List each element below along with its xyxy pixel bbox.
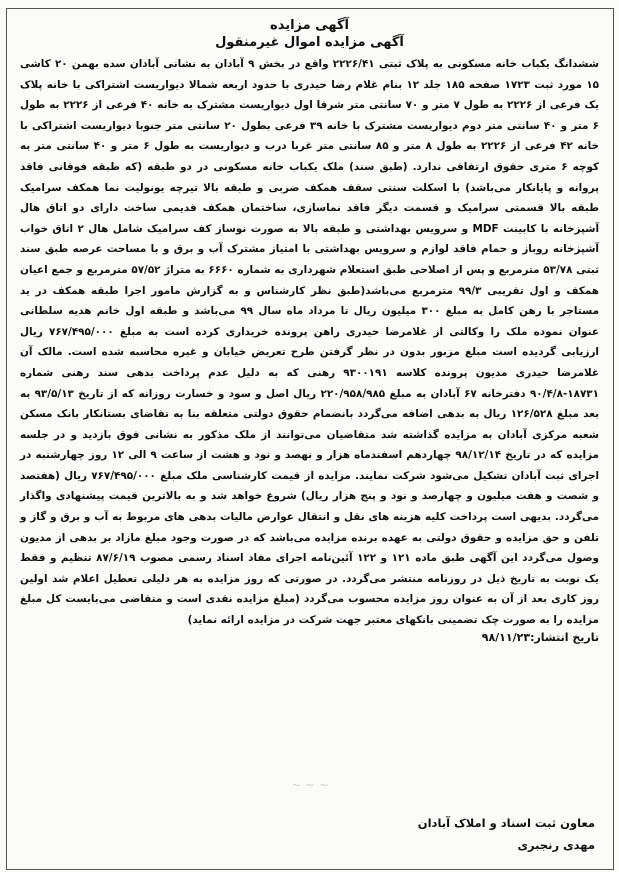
notice-subtitle: آگهی مزایده اموال غیرمنقول [215, 35, 404, 50]
signature-title: معاون ثبت اسناد و املاک آبادان [417, 816, 595, 830]
notice-title: آگهی مزایده [270, 18, 349, 33]
notice-border [6, 8, 614, 870]
notice-body: ششدانگ یکباب خانه مسکونی به پلاک ثبتی ۲۲۲۶/۴۱ واقع در بخش ۹ آبادان به نشانی آبادان سده بهمن ۲۰ کاشی ۱۵ مورد ثبت ۱۷۲۳ صفحه ۱۸۵ جلد ۱۲ بنام غلام رضا حیدری با حدود اربعه شمالا دیواریست اشتراکی با خانه پلاک یک فرعی از ۲۲۲۶ به طول ۷ متر و ۷۰ سانتی متر شرقا اول دیواریست مشترک به خانه ۴۰ فرعی از ۲۲۲۶ به طول ۶ متر و ۴۰ سانتی متر دوم دیواریست مشترک با خانه ۳۹ فرعی بطول ۲۰ سانتی متر جنوبا دیواریست اشتراکی با خانه ۴۲ فرعی از ۲۲۲۶ به طول ۸ متر و ۸۵ سانتی متر غربا درب و دیواریست به طول ۶ متر و ۴۰ سانتی متر به کوچه ۶ متری حقوق ارتفاقی ندارد. (طبق سند) ملک یکباب خانه مسکونی در دو طبقه (که طبقه فوقانی فاقد پروانه و پایانکار می‌باشد) با اسکلت سنتی سقف همکف ضربی و طبقه بالا تیرچه یونولیت نما همکف سرامیک طبقه بالا قسمتی سرامیک و قسمت دیگر فاقد نماسازی، ساختمان همکف قدیمی ساخت دارای دو اتاق هال آشپزخانه با کابینت MDF و سرویس بهداشتی و طبقه بالا به صورت نوساز کف سرامیک شامل هال ۲ اتاق خواب آشپزخانه روباز و حمام فاقد لوازم و سرویس بهداشتی با امتیاز مشترک آب و برق و با مساحت عرصه طبق سند ثبتی ۵۳/۷۸ مترمربع و پس از اصلاحی طبق استعلام شهرداری به شماره ۶۶۶۰ به متراژ ۵۷/۵۲ مترمربع و جمع اعیان همکف و اول تقریبی ۹۹/۳ مترمربع می‌باشد(طبق نظر کارشناس و به گزارش مامور اجرا طبقه همکف در ید مستاجر با رهن کامل به مبلغ ۳۰۰ میلیون ریال تا مرداد ماه سال ۹۹ می‌باشد و طبقه اول خانم هدیه سلطانی عنوان نموده ملک را وکالتی از غلامرضا حیدری راهن پرونده خریداری کرده است به مبلغ ۷۶۷/۴۹۵/۰۰۰ ریال ارزیابی گردیده است مبلغ مزبور بدون در نظر گرفتن طرح تعریض خیابان و غیره محاسبه شده است. مالک آن غلامرضا حیدری مدیون پرونده کلاسه ۹۳۰۰۱۹۱ رهنی که به دلیل عدم پرداخت بدهی سند رهنی شماره ۱۸۷۳۱-۹۰/۴/۸ دفترخانه ۶۷ آبادان به مبلغ ۲۲۰/۹۵۸/۹۸۵ ریال اصل و سود و خسارت روزانه که از تاریخ ۹۳/۵/۱۳ به بعد مبلغ ۱۲۶/۵۲۸ ریال به بدهی اضافه می‌گردد بانضمام حقوق دولتی متعلقه بنا به تقاضای بستانکار بانک مسکن شعبه مرکزی آبادان به مزایده گذاشته شد متقاضیان می‌توانند از ملک مذکور به نشانی فوق بازدید و در جلسه مزایده که در تاریخ ۹۸/۱۲/۱۴ چهاردهم اسفندماه هزار و نهصد و نود و هشت از ساعت ۹ الی ۱۲ روز چهارشنبه در اجرای ثبت آبادان تشکیل می‌شود شرکت نمایند. مزایده از قیمت کارشناسی ملک مبلغ ۷۶۷/۴۹۵/۰۰۰ ریال (هفتصد و شصت و هفت میلیون و چهارصد و نود و پنج هزار ریال) شروع خواهد شد و به بالاترین قیمت پیشنهادی واگذار می‌گردد. بدیهی است پرداخت کلیه هزینه های نقل و انتقال عوارض مالیات بدهی های مربوط به آب و برق و گاز و تلفن و حق مزایده و حقوق دولتی به عهده برنده مزایده می‌باشد که در صورت وجود مبلغ مازاد بر بدهی از مدیون وصول می‌گردد این آگهی طبق ماده ۱۲۱ و ۱۲۲ آئین‌نامه اجرای مفاد اسناد رسمی مصوب ۸۷/۶/۱۹ تنظیم و فقط یک نوبت به تاریخ ذیل در روزنامه منتشر می‌گردد. در صورتی که روز مزایده به هر دلیلی تعطیل اعلام شد اولین روز کاری بعد از آن به عنوان روز مزایده محسوب می‌گردد (مبلغ مزایده نقدی است و متقاضی می‌بایست کل مبلغ مزایده را به صورت چک تضمینی بانکهای معتبر جهت شرکت در مزایده ارائه نماید) [20, 58, 600, 627]
faded-stamp: ~ ~ ~ [291, 778, 329, 792]
signature-block [335, 812, 595, 856]
signature-name: مهدی رنجبری [517, 838, 595, 852]
publish-date: تاریخ انتشار:۹۸/۱۱/۲۳ [481, 630, 599, 644]
